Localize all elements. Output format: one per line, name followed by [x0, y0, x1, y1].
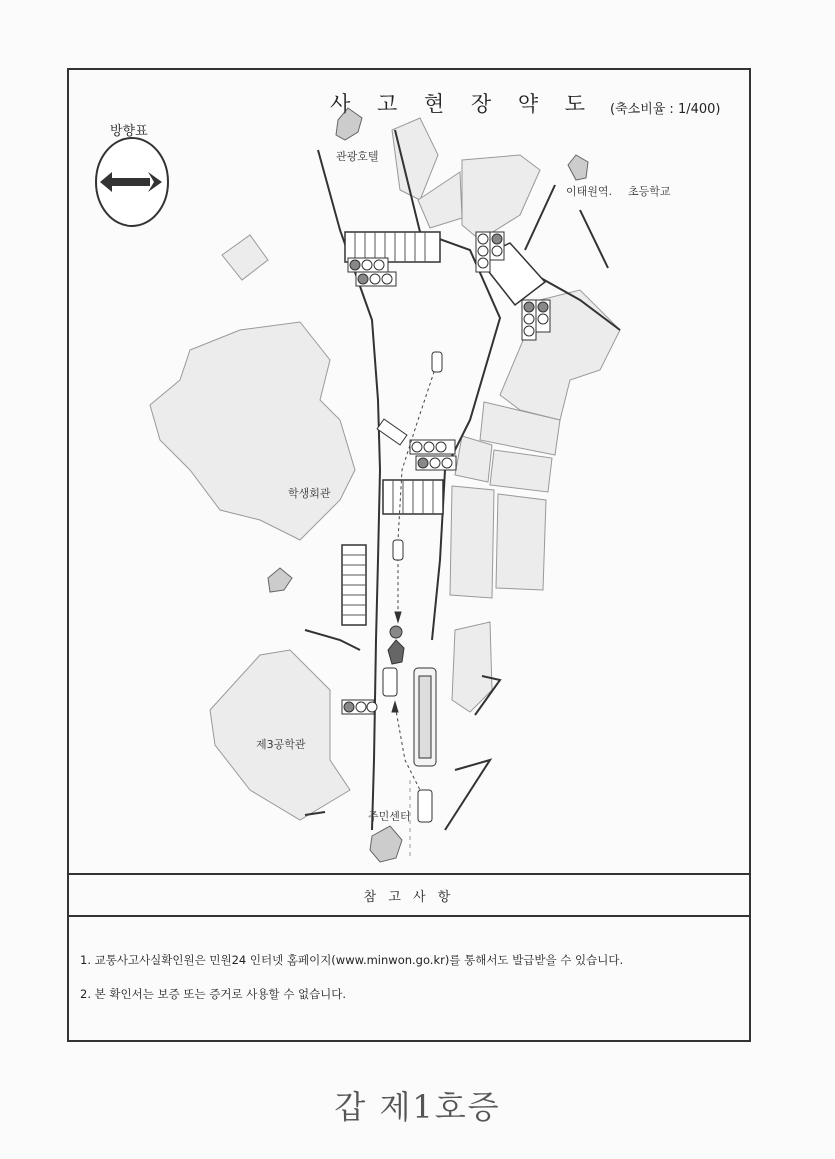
exhibit-label: 갑 제1호증: [334, 1088, 501, 1126]
scale-label: (축소비율 : 1/400): [610, 102, 721, 117]
right-building-1: [500, 290, 620, 420]
note-item: 2. 본 확인서는 보증 또는 증거로 사용할 수 없습니다.: [80, 987, 347, 1001]
station-marker: [568, 155, 588, 180]
small-building: [222, 235, 268, 280]
engineering-hall-label: 제3공학관: [256, 738, 306, 751]
community-marker: [370, 826, 402, 862]
top-building-1: [392, 118, 438, 200]
diagram-title: 사 고 현 장 약 도: [330, 92, 596, 116]
note-item: 1. 교통사고사실확인원은 민원24 인터넷 홈페이지(www.minwon.go.kr)를 통해서도 발급받을 수 있습니다.: [80, 953, 624, 967]
community-center-label: 주민센터: [368, 810, 411, 823]
compass-label: 방향표: [110, 124, 148, 139]
right-building-4: [490, 450, 552, 492]
student-hall-label: 학생회관: [288, 487, 331, 500]
engineering-hall-building: [210, 650, 350, 820]
station-label: 이태원역.: [566, 185, 613, 198]
notes-header: 참 고 사 항: [69, 873, 749, 917]
student-hall-building: [150, 322, 355, 540]
hotel-label: 관광호텔: [336, 150, 379, 163]
right-building-6: [496, 494, 546, 590]
top-building-3: [462, 155, 540, 240]
school-label: 초등학교: [628, 185, 671, 198]
right-building-3: [455, 436, 492, 482]
right-building-5: [450, 486, 494, 598]
left-marker: [268, 568, 292, 592]
